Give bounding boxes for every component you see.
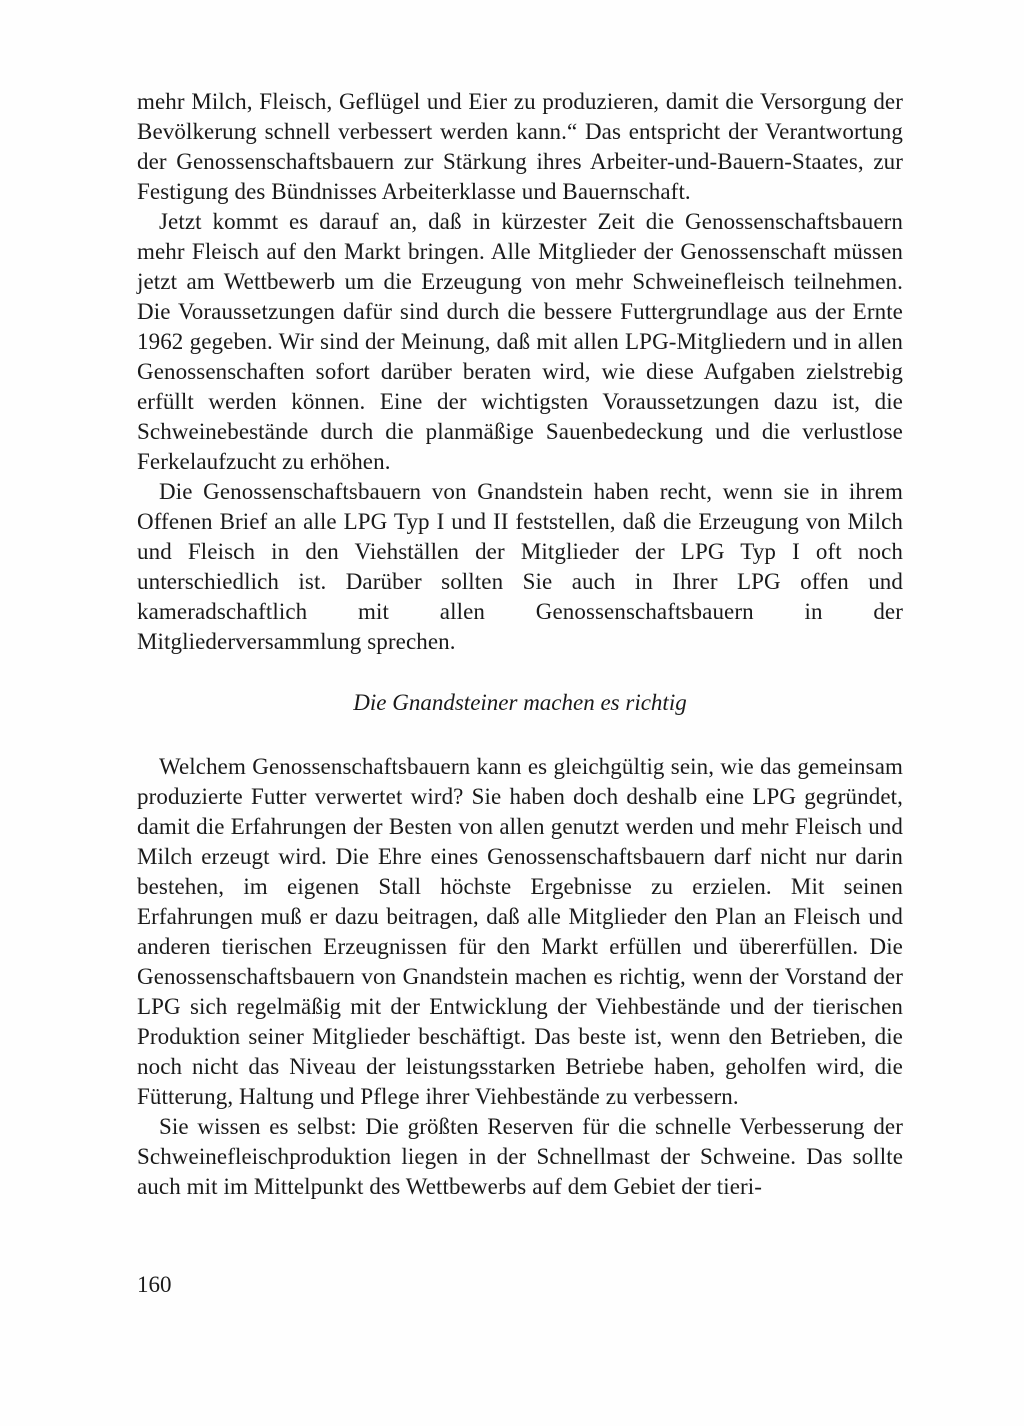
- page-number: 160: [137, 1272, 172, 1297]
- paragraph-continued: mehr Milch, Fleisch, Geflügel und Eier zu produzieren, damit die Versorgung der Bevölkerung schnell verbessert werden kann.“ Das entspricht der Verantwortung der Genossenschaftsbauern zur Stärkung ihres Arbeiter-und-Bauern-Staates, zur Festigung des Bündnisses Arbeiterklasse und Bauernschaft.: [137, 89, 903, 204]
- bottom-text-section: [137, 752, 903, 1202]
- paragraph: Die Genossenschaftsbauern von Gnandstein haben recht, wenn sie in ihrem Offenen Brief an alle LPG Typ I und II feststellen, daß die Erzeugung von Milch und Fleisch in den Viehställen der Mitglieder der LPG Typ I oft noch unterschiedlich ist. Darüber sollten Sie auch in Ihrer LPG offen und kameradschaftlich mit allen Genossenschaftsbauern in der Mitgliederversammlung sprechen.: [137, 479, 903, 654]
- paragraph: Sie wissen es selbst: Die größten Reserven für die schnelle Verbesserung der Schweinefleischproduktion liegen in der Schnellmast der Schweine. Das sollte auch mit im Mittelpunkt des Wettbewerbs auf dem Gebiet der tieri-: [137, 1114, 903, 1199]
- section-heading: Die Gnandsteiner machen es richtig: [353, 690, 687, 715]
- top-text-section: [137, 87, 903, 657]
- paragraph: Welchem Genossenschaftsbauern kann es gleichgültig sein, wie das gemeinsam produzierte Futter verwertet wird? Sie haben doch deshalb eine LPG gegründet, damit die Erfahrungen der Besten von allen genutzt werden und mehr Fleisch und Milch erzeugt wird. Die Ehre eines Genossenschaftsbauern darf nicht nur darin bestehen, im eigenen Stall höchste Ergebnisse zu erzielen. Mit seinen Erfahrungen muß er dazu beitragen, daß alle Mitglieder den Plan an Fleisch und anderen tierischen Erzeugnissen für den Markt erfüllen und übererfüllen. Die Genossenschaftsbauern von Gnandstein machen es richtig, wenn der Vorstand der LPG sich regelmäßig mit der Entwicklung der Viehbestände und der tierischen Produktion seiner Mitglieder beschäftigt. Das beste ist, wenn den Betrieben, die noch nicht das Niveau der leistungsstarken Betriebe haben, geholfen wird, die Fütterung, Haltung und Pflege ihrer Viehbestände zu verbessern.: [137, 754, 903, 1109]
- paragraph: Jetzt kommt es darauf an, daß in kürzester Zeit die Genossenschaftsbauern mehr Fleisch auf den Markt bringen. Alle Mitglieder der Genossenschaft müssen jetzt am Wettbewerb um die Erzeugung von mehr Schweinefleisch teilnehmen. Die Voraussetzungen dafür sind durch die bessere Futtergrundlage aus der Ernte 1962 gegeben. Wir sind der Meinung, daß mit allen LPG-Mitgliedern und in allen Genossenschaften sofort darüber beraten wird, wie diese Aufgaben zielstrebig erfüllt werden können. Eine der wichtigsten Voraussetzungen dazu ist, die Schweinebestände durch die planmäßige Sauenbedeckung und die verlustlose Ferkelaufzucht zu erhöhen.: [137, 209, 903, 474]
